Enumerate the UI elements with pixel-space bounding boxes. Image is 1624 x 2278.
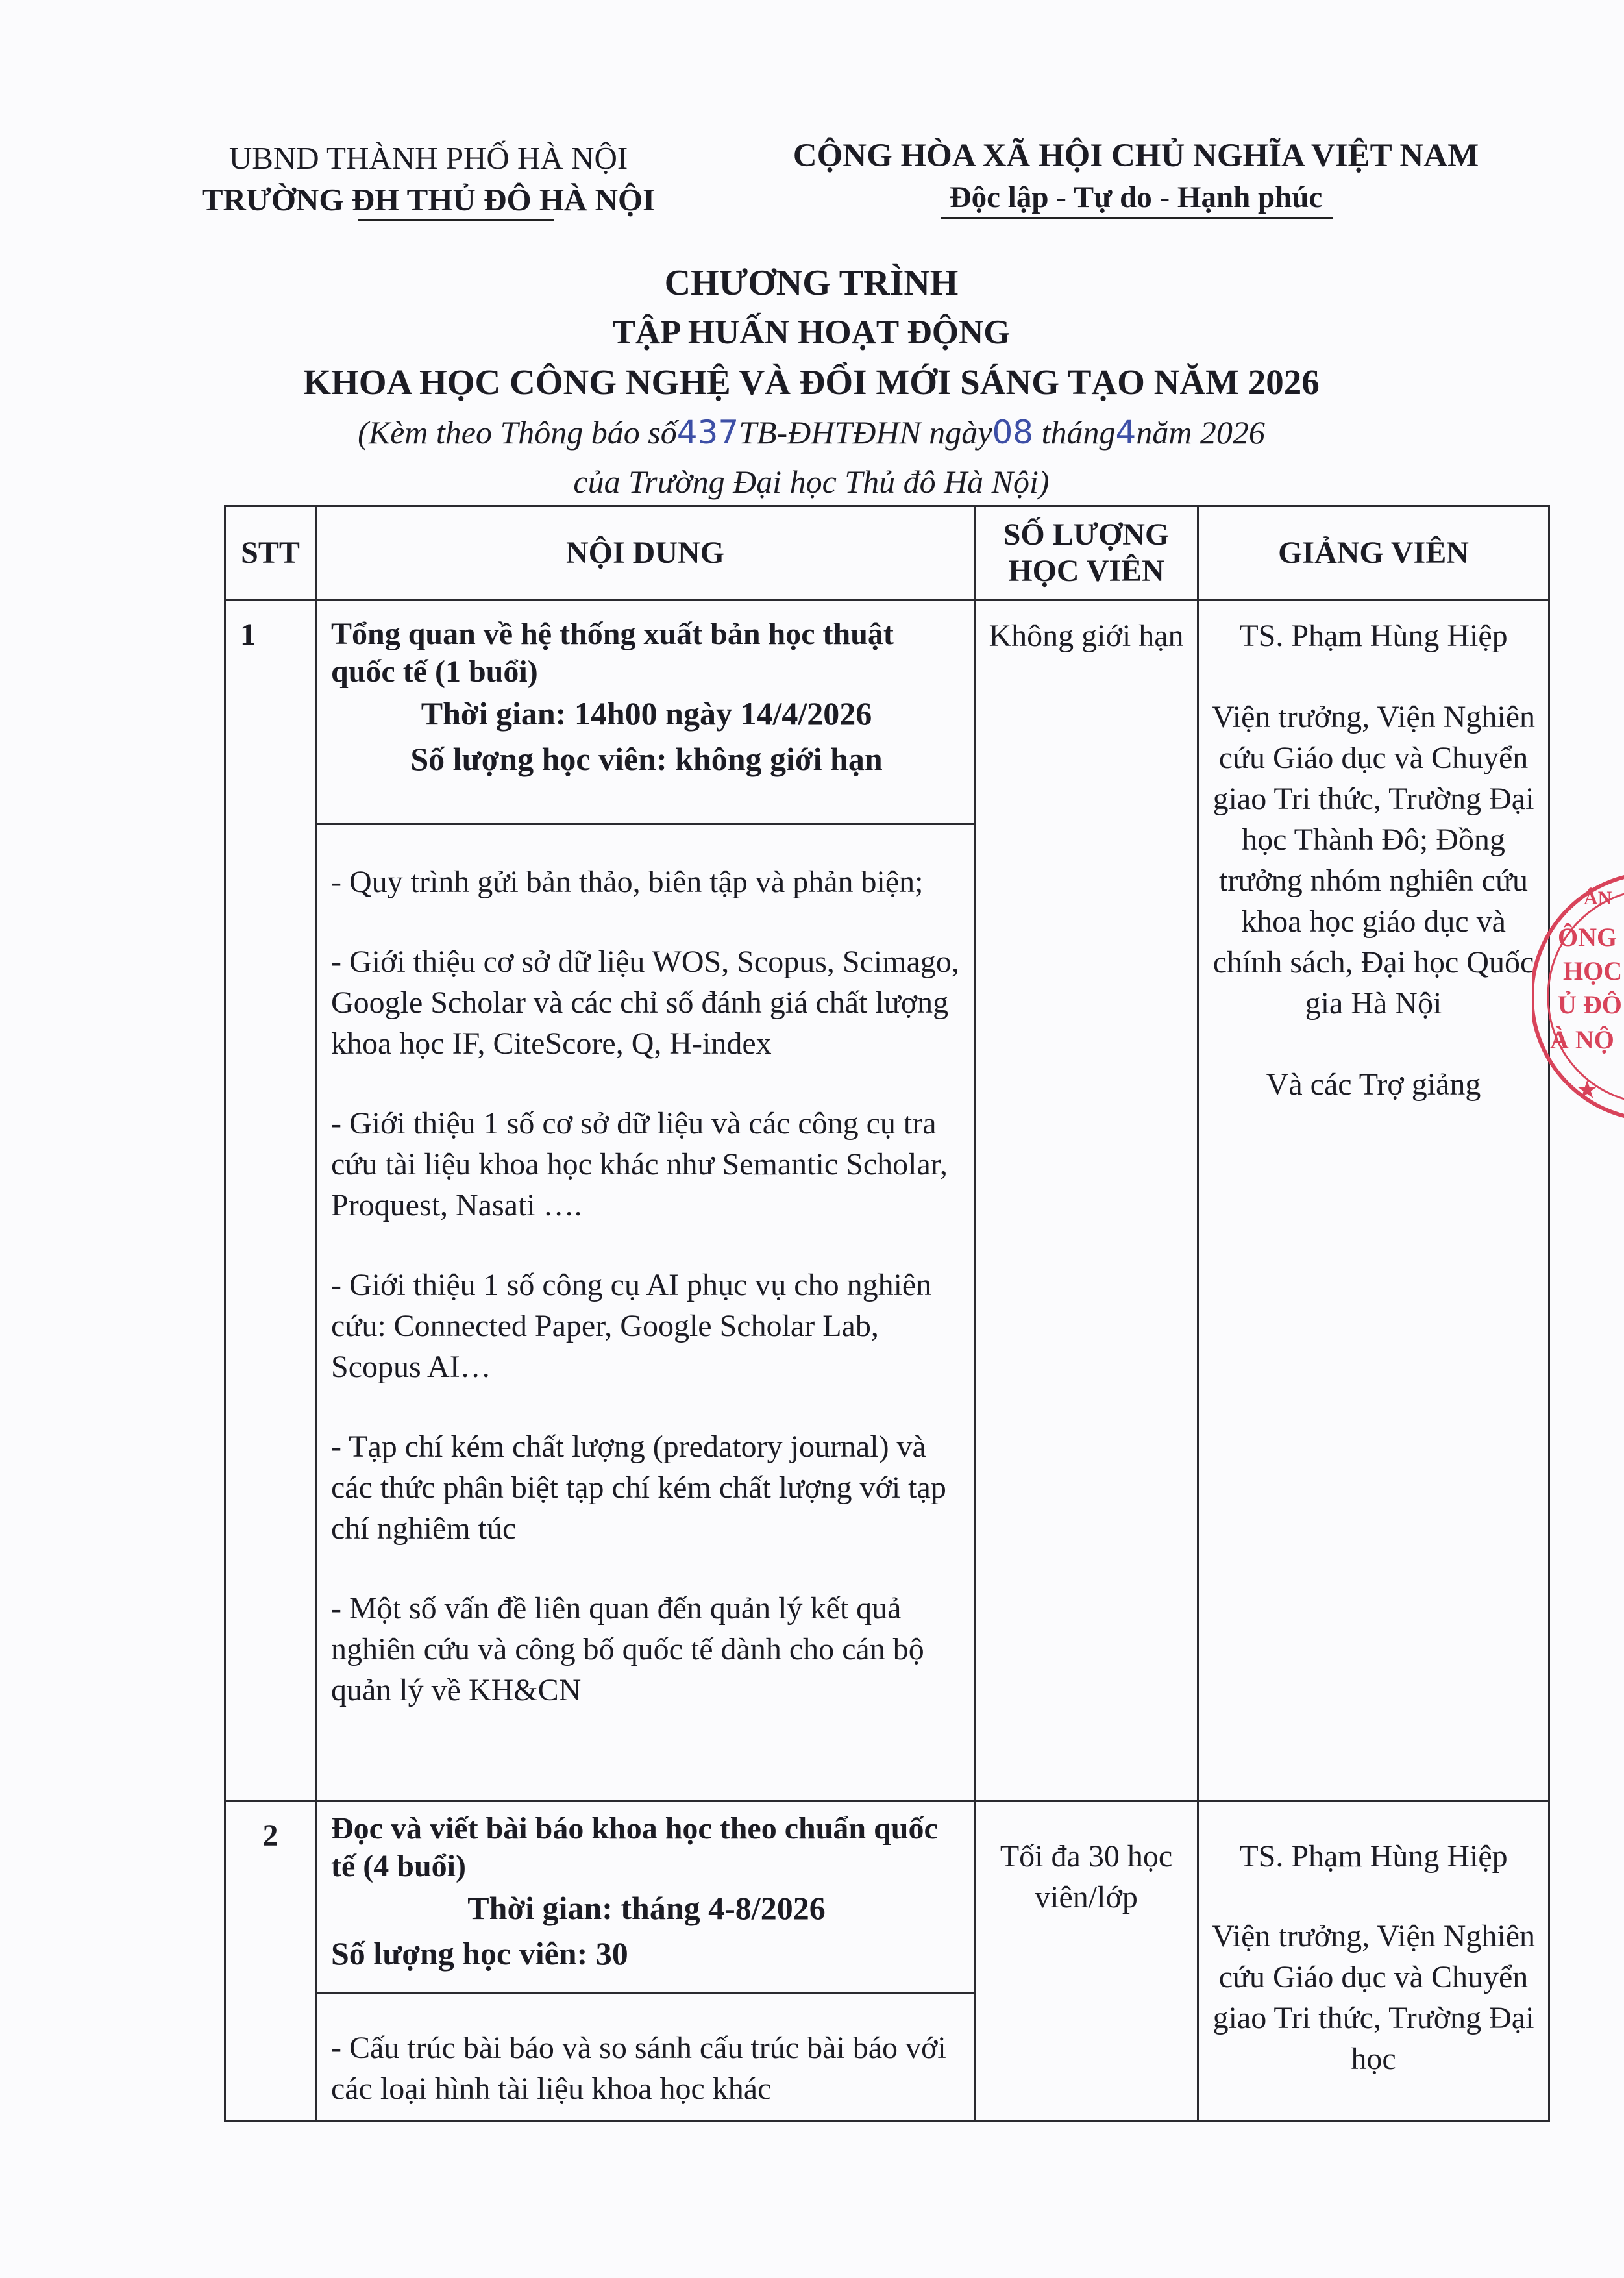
row-1-count: Không giới hạn [975,600,1198,1801]
org-underline [358,219,554,221]
row-1-count-line: Số lượng học viên: không giới hạn [410,741,883,777]
stamp-text-4: Ủ ĐÔ [1558,990,1622,1019]
row-1-stt: 1 [225,600,316,1801]
stamp-star-icon: ★ [1577,1078,1597,1102]
ref-suffix: năm 2026 [1136,414,1265,451]
motto-underline [941,217,1333,219]
stamp-text-5: À NỘ [1550,1025,1614,1054]
handwritten-month: 4 [1115,414,1137,451]
row-2-topic [316,1801,975,1993]
list-item: - Quy trình gửi bản thảo, biên tập và phản biện; [331,865,924,899]
list-item: - Giới thiệu 1 số cơ sở dữ liệu và các công cụ tra cứu tài liệu khoa học khác như Semantic Scholar, Proquest, Nasati …. [331,1106,948,1222]
row-1-topic [316,600,975,824]
nation-header [776,135,1496,218]
list-item: - Giới thiệu cơ sở dữ liệu WOS, Scopus, Scimago, Google Scholar và các chỉ số đánh giá chất lượng khoa học IF, CiteScore, Q, H-index [331,945,959,1061]
handwritten-day: 08 [992,414,1034,451]
official-stamp [1532,857,1624,1136]
row-1-title: Tổng quan về hệ thống xuất bản học thuật quốc tế (1 buổi) [331,617,894,689]
title-line-1: CHƯƠNG TRÌNH [664,263,959,303]
ref-mid-2: tháng [1041,414,1116,451]
row-1-lecturer [1198,600,1549,1801]
title-line-2: TẬP HUẤN HOẠT ĐỘNG [612,314,1011,351]
org-line-2: TRƯỜNG ĐH THỦ ĐÔ HÀ NỘI [201,182,656,217]
row-1-items [316,824,975,1801]
header-content: NỘI DUNG [316,506,975,600]
row-2-lecturer [1198,1801,1549,2121]
title-line-3: KHOA HỌC CÔNG NGHỆ VÀ ĐỔI MỚI SÁNG TẠO NĂM 2026 [303,362,1320,402]
row-2-lecturer-name: TS. Phạm Hùng Hiệp [1239,1839,1508,1874]
row-1-time: Thời gian: 14h00 ngày 14/4/2026 [421,695,872,732]
stamp-text-1: ÂN [1584,887,1612,909]
table-row [225,1801,1549,1993]
org-line-1: UBND THÀNH PHỐ HÀ NỘI [228,140,628,176]
org-header [188,138,669,221]
row-2-count: Tối đa 30 học viên/lớp [975,1801,1198,2121]
row-1-lecturer-name: TS. Phạm Hùng Hiệp [1239,619,1508,653]
table-header-row [225,506,1549,600]
reference-line [195,408,1428,457]
table-row [225,600,1549,824]
header-stt: STT [225,506,316,600]
row-2-title: Đọc và viết bài báo khoa học theo chuẩn quốc tế (4 buổi) [331,1811,938,1883]
header-lecturer: GIẢNG VIÊN [1198,506,1549,600]
row-1-lecturer-desc: Viện trưởng, Viện Nghiên cứu Giáo dục và Chuyển giao Tri thức, Trường Đại học Thành Đô; Đồng trưởng nhóm nghiên cứu khoa học giáo dục và chính sách, Đại học Quốc gia Hà Nội [1212,700,1535,1021]
ref-mid-1: TB-ĐHTĐHN ngày [739,414,992,451]
row-2-items [316,1993,975,2121]
list-item: - Cấu trúc bài báo và so sánh cấu trúc bài báo với các loại hình tài liệu khoa học khác [331,2031,946,2107]
stamp-text-2: ÔNG [1558,922,1618,952]
row-2-lecturer-desc: Viện trưởng, Viện Nghiên cứu Giáo dục và Chuyển giao Tri thức, Trường Đại học [1212,1919,1535,2076]
ref-prefix: (Kèm theo Thông báo số [358,414,677,451]
row-2-time: Thời gian: tháng 4-8/2026 [467,1890,826,1926]
document-title [195,258,1428,506]
list-item: - Tạp chí kém chất lượng (predatory journal) và các thức phân biệt tạp chí kém chất lượng với tạp chí nghiêm túc [331,1430,946,1546]
schedule-table [224,505,1550,2122]
list-item: - Một số vấn đề liên quan đến quản lý kết quả nghiên cứu và công bố quốc tế dành cho cán bộ quản lý về KH&CN [331,1591,924,1707]
row-1-lecturer-extra: Và các Trợ giảng [1266,1067,1481,1102]
stamp-text-3: HỌC [1563,956,1623,985]
reference-line-2: của Trường Đại học Thủ đô Hà Nội) [573,464,1050,500]
nation-motto: Độc lập - Tự do - Hạnh phúc [949,180,1323,214]
row-2-count-line: Số lượng học viên: 30 [331,1935,628,1972]
list-item: - Giới thiệu 1 số công cụ AI phục vụ cho nghiên cứu: Connected Paper, Google Scholar Lab, Scopus AI… [331,1268,932,1384]
nation-line-1: CỘNG HÒA XÃ HỘI CHỦ NGHĨA VIỆT NAM [793,138,1479,174]
row-2-stt: 2 [225,1801,316,2121]
handwritten-ref-number: 437 [676,414,739,451]
header-count: SỐ LƯỢNG HỌC VIÊN [975,506,1198,600]
